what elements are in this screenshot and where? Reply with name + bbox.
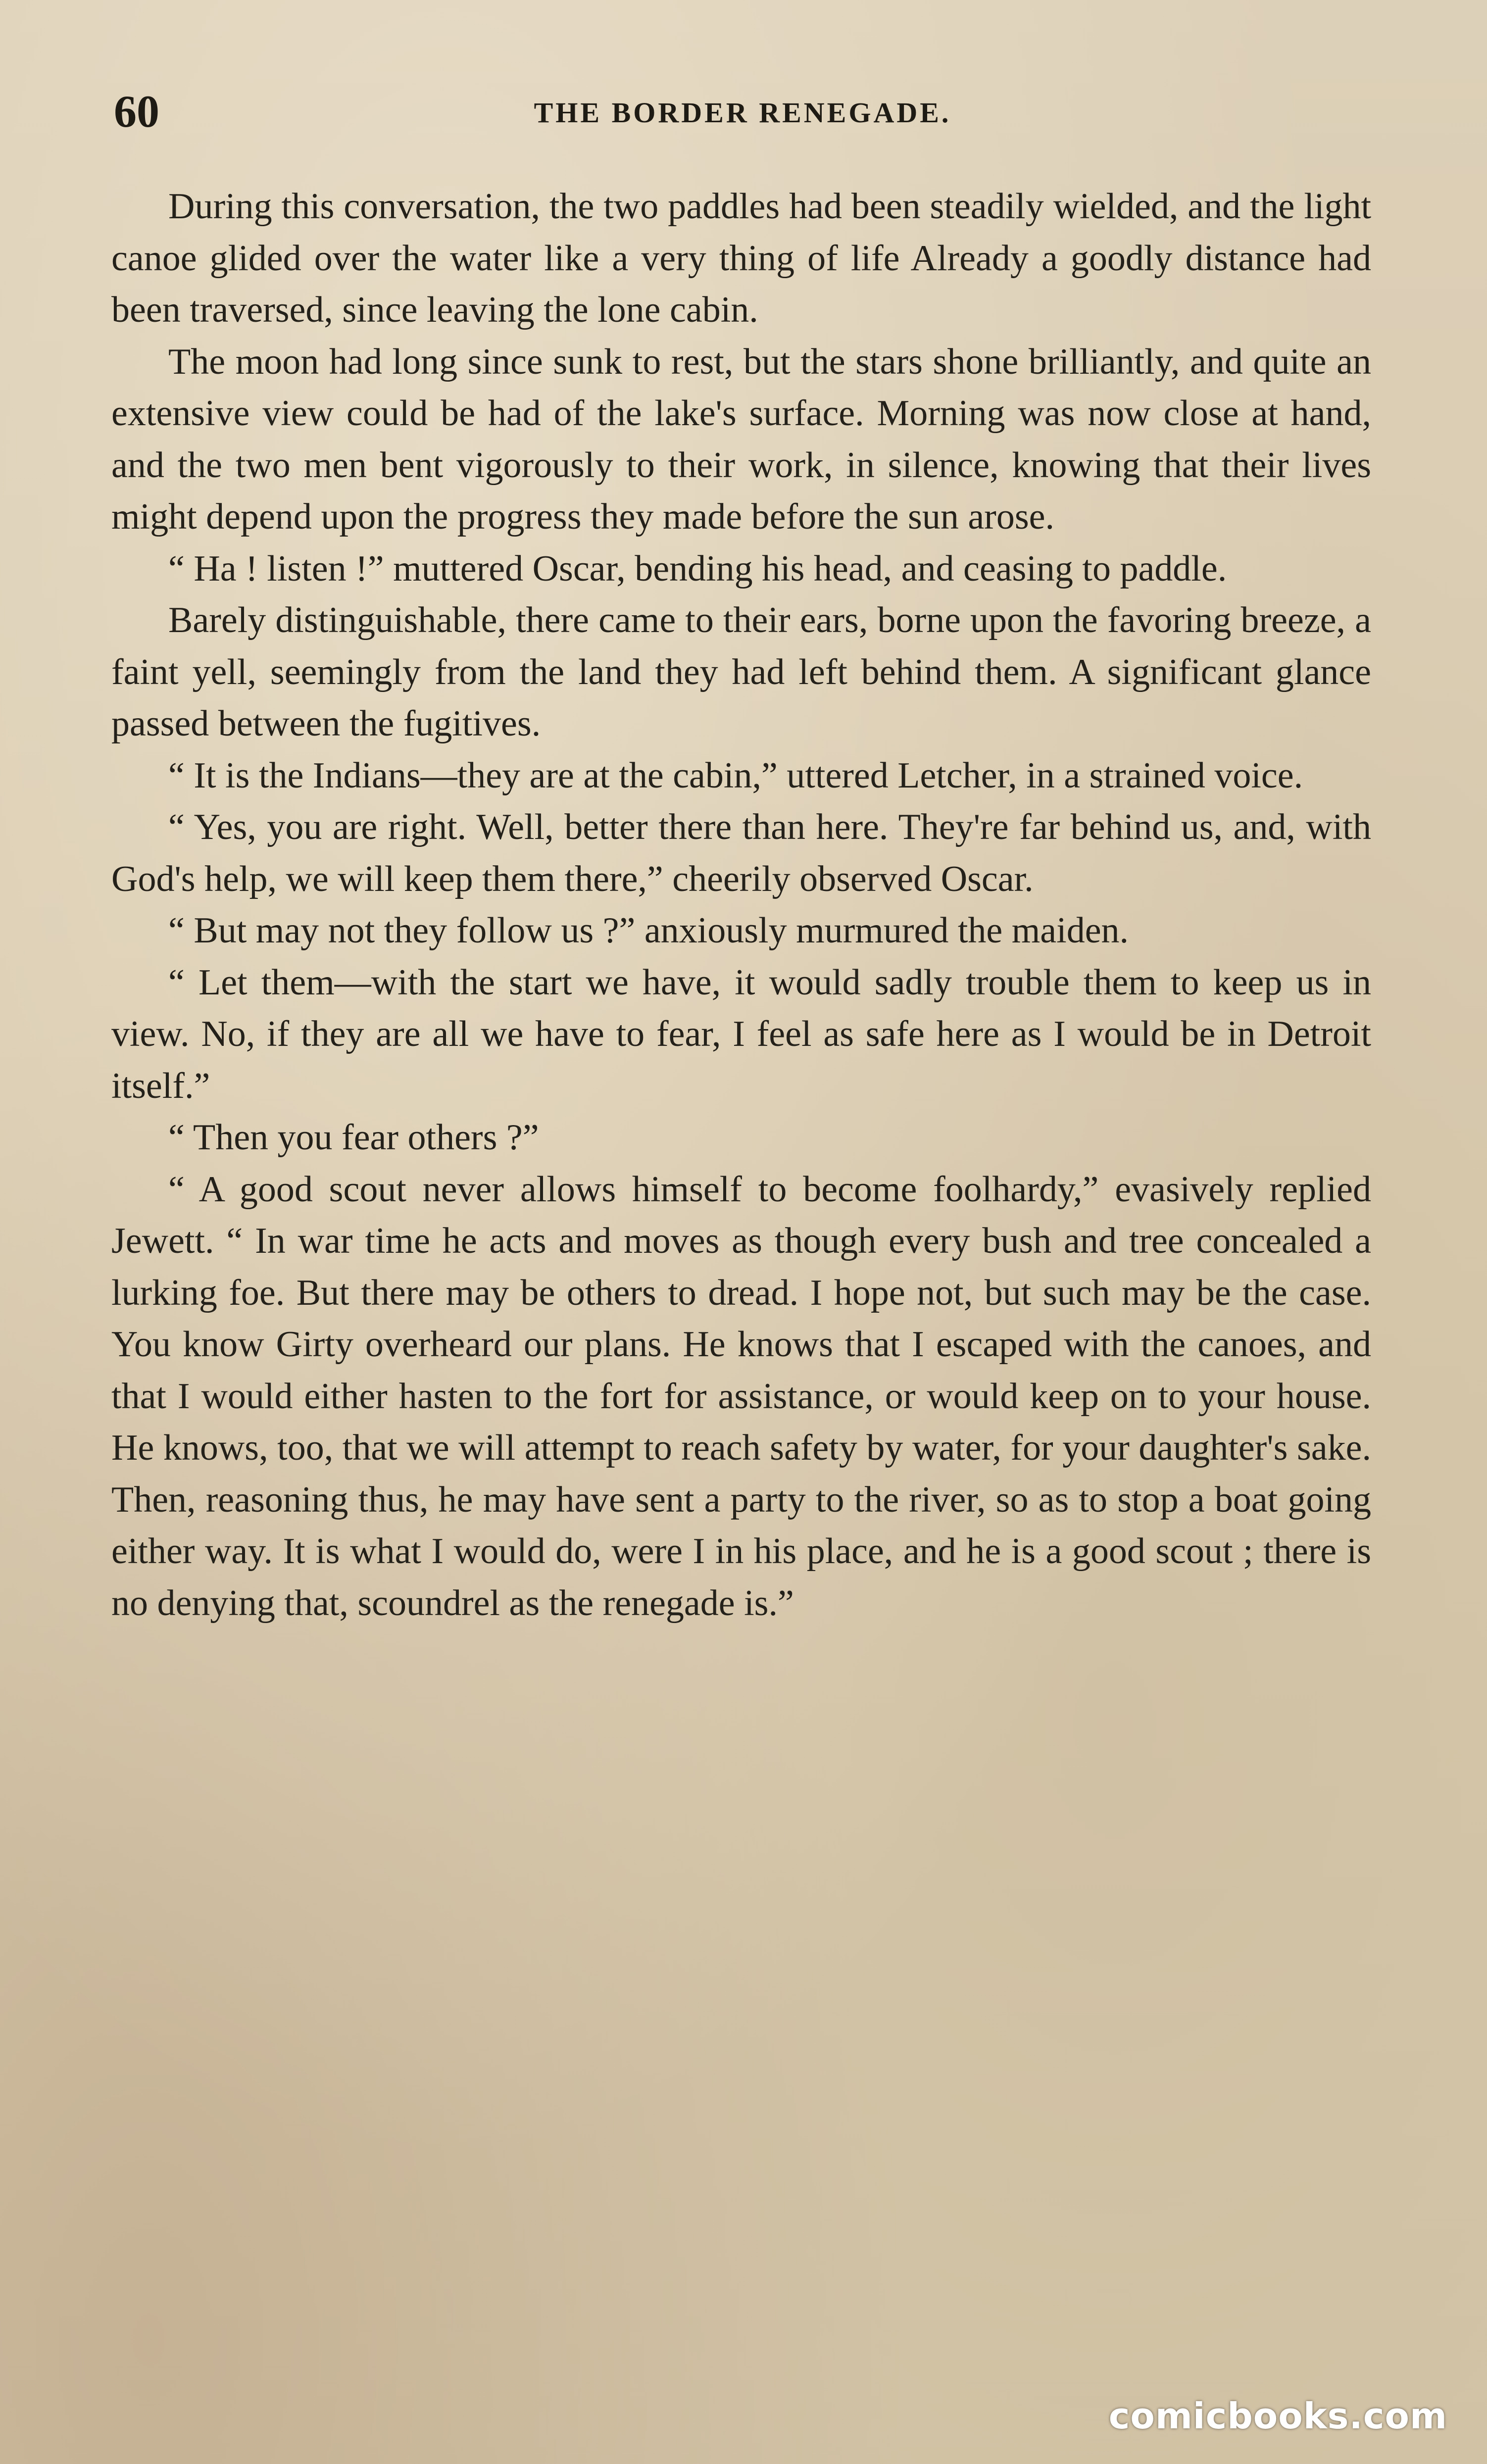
paragraph: “ A good scout never allows himself to become foolhardy,” evasively replied Jewett. “ In war time he acts and moves as though every bush and tree concealed a lurking foe. But there may be others to dread. I hope not, but such may be the case. You know Girty overheard our plans. He knows that I escaped with the canoes, and that I would either hasten to the fort for assistance, or would keep on to your house. He knows, too, that we will attempt to reach safety by water, for your daughter's sake. Then, reasoning thus, he may have sent a party to the river, so as to stop a boat going either way. It is what I would do, were I in his place, and he is a good scout ; there is no denying that, scoundrel as the renegade is.” xyxy=(111,1169,1371,1624)
paragraph: “ But may not they follow us ?” anxiously murmured the maiden. xyxy=(168,910,1129,951)
paragraph: “ Then you fear others ?” xyxy=(168,1117,539,1158)
paragraph: “ It is the Indians—they are at the cabin,” uttered Letcher, in a strained voice. xyxy=(168,755,1303,796)
paragraph: Barely distinguishable, there came to their ears, borne upon the favoring breeze, a faint yell, seemingly from the land they had left behind them. A significant glance passed between the fugitives. xyxy=(111,600,1371,744)
book-title: THE BORDER RENEGADE. xyxy=(534,97,951,129)
body-text xyxy=(111,181,1371,1629)
running-head xyxy=(114,82,1371,141)
watermark: comicbooks.com xyxy=(1108,2395,1447,2437)
paragraph: During this conversation, the two paddles had been steadily wielded, and the light canoe glided over the water like a very thing of life Already a goodly distance had been traversed, since leaving the lone cabin. xyxy=(111,186,1371,330)
page-number: 60 xyxy=(114,86,159,137)
paragraph: “ Yes, you are right. Well, better there than here. They're far behind us, and, with God's help, we will keep them there,” cheerily observed Oscar. xyxy=(111,807,1371,899)
paragraph: The moon had long since sunk to rest, but the stars shone brilliantly, and quite an extensive view could be had of the lake's surface. Morning was now close at hand, and the two men bent vigorously to their work, in silence, knowing that their lives might depend upon the progress they made before the sun arose. xyxy=(111,341,1371,537)
paragraph: “ Let them—with the start we have, it would sadly trouble them to keep us in view. No, if they are all we have to fear, I feel as safe here as I would be in Detroit itself.” xyxy=(111,962,1371,1106)
paragraph: “ Ha ! listen !” muttered Oscar, bending his head, and ceasing to paddle. xyxy=(168,548,1227,589)
